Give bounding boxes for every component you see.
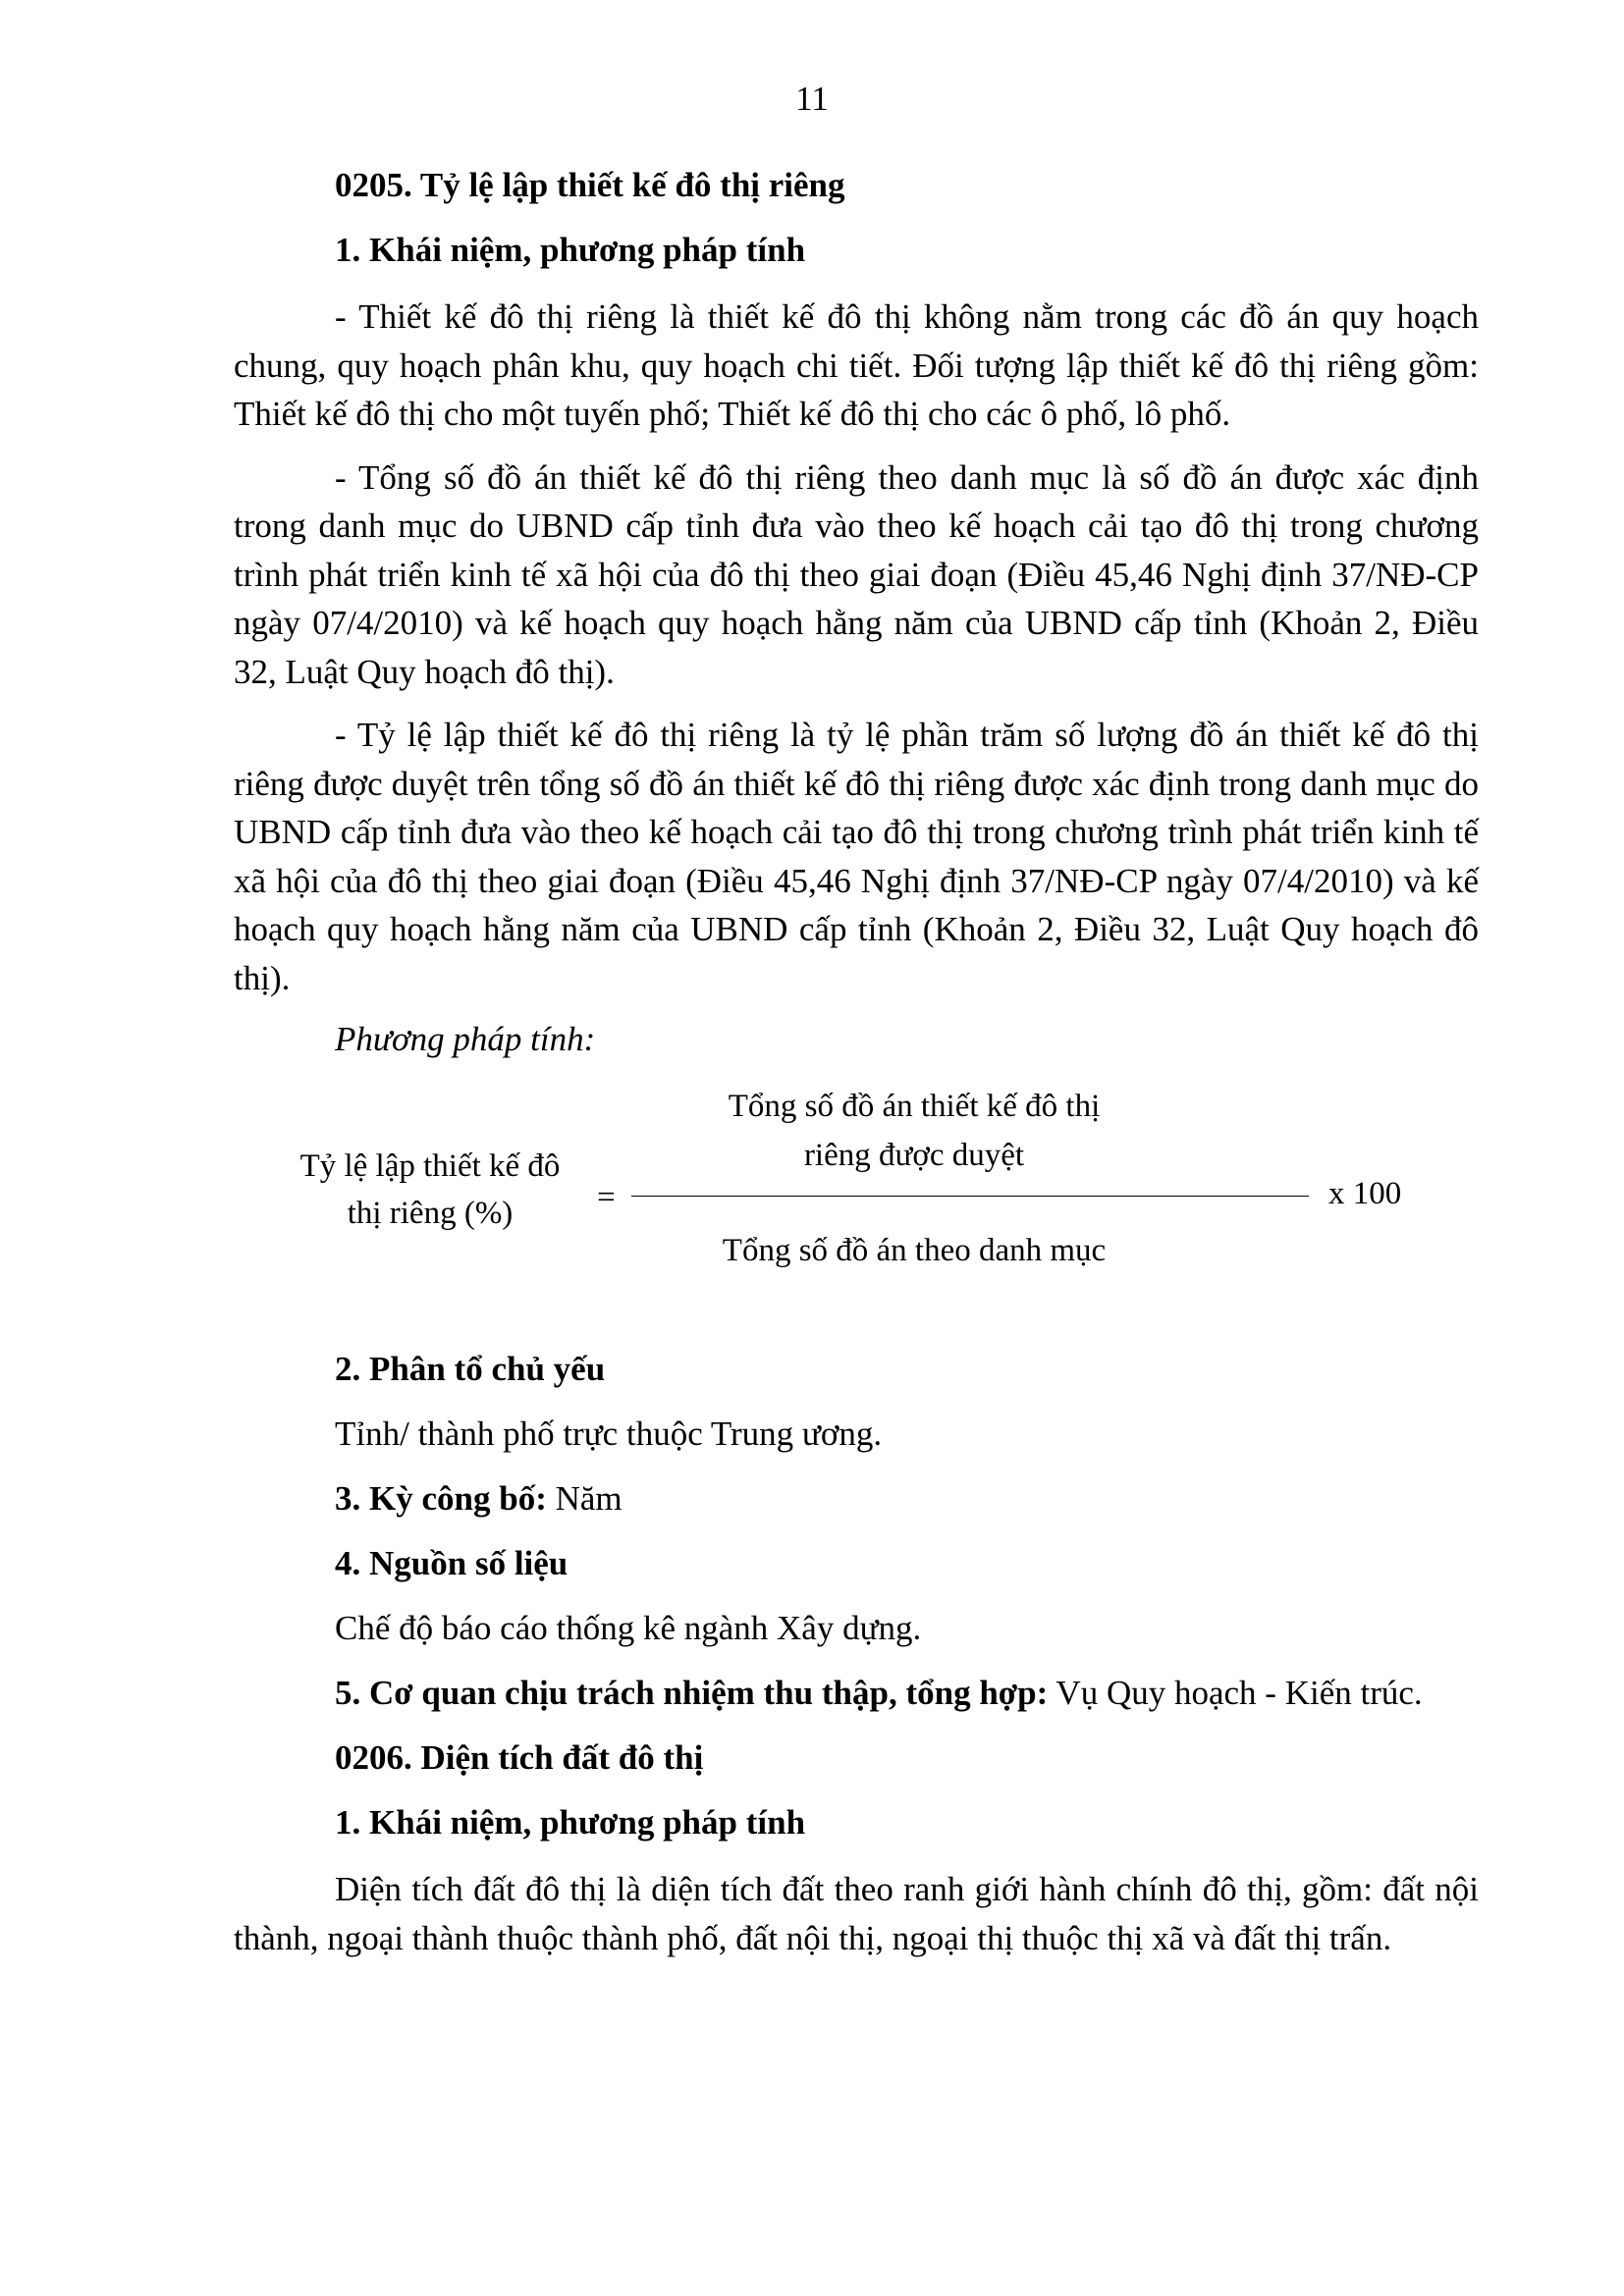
fraction-bar [631, 1196, 1309, 1197]
responsible-agency-value: Vụ Quy hoạch - Kiến trúc. [1048, 1674, 1423, 1712]
formula-lhs-line-1: Tỷ lệ lập thiết kế đô [299, 1148, 561, 1184]
responsible-agency-label: 5. Cơ quan chịu trách nhiệm thu thập, tổng hợp: [335, 1674, 1049, 1712]
section-0205-data-source-text: Chế độ báo cáo thống kê ngành Xây dựng. [335, 1609, 922, 1647]
formula-numerator [626, 1082, 1202, 1180]
formula-lhs [263, 1143, 597, 1237]
section-0205-responsible-agency [234, 1671, 1479, 1716]
formula-block [234, 1082, 1479, 1327]
section-0205-publication-period [234, 1476, 1479, 1522]
section-0205-paragraph-1: - Thiết kế đô thị riêng là thiết kế đô thị không nằm trong các đồ án quy hoạch chung, quy hoạch phân khu, quy hoạch chi tiết. Đối tượng lập thiết kế đô thị riêng gồm: Thiết kế đô thị cho một tuyến phố; Thiết kế đô thị cho các ô phố, lô phố. [234, 297, 1479, 433]
page-content [234, 163, 1479, 1977]
section-0205-concept-heading: 1. Khái niệm, phương pháp tính [335, 231, 806, 269]
section-0206-paragraph-1: Diện tích đất đô thị là diện tích đất theo ranh giới hành chính đô thị, gồm: đất nội thành, ngoại thành thuộc thành phố, đất nội thị, ngoại thị thuộc thị xã và đất thị trấn. [234, 1870, 1479, 1957]
formula-equals-sign: = [597, 1180, 616, 1215]
formula-multiplier: x 100 [1328, 1176, 1402, 1211]
section-0206-title: 0206. Diện tích đất đô thị [335, 1738, 704, 1777]
page-number: 11 [795, 80, 829, 118]
formula-numerator-line-1: Tổng số đồ án thiết kế đô thị [728, 1089, 1101, 1124]
section-0205-data-source-heading: 4. Nguồn số liệu [335, 1544, 568, 1582]
formula-numerator-line-2: riêng được duyệt [803, 1138, 1025, 1173]
section-0205-title: 0205. Tỷ lệ lập thiết kế đô thị riêng [335, 166, 845, 204]
section-0205-breakdown-heading: 2. Phân tổ chủ yếu [335, 1350, 606, 1388]
formula-denominator: Tổng số đồ án theo danh mục [722, 1233, 1107, 1268]
section-0205-paragraph-2: - Tổng số đồ án thiết kế đô thị riêng theo danh mục là số đồ án được xác định trong danh mục do UBND cấp tỉnh đưa vào theo kế hoạch cải tạo đô thị trong chương trình phát triển kinh tế xã hội của đô thị theo giai đoạn (Điều 45,46 Nghị định 37/NĐ-CP ngày 07/4/2010) và kế hoạch quy hoạch hằng năm của UBND cấp tỉnh (Khoản 2, Điều 32, Luật Quy hoạch đô thị). [234, 457, 1479, 691]
method-label: Phương pháp tính: [335, 1020, 596, 1058]
publication-period-label: 3. Kỳ công bố: [335, 1479, 547, 1518]
section-0205-paragraph-3: - Tỷ lệ lập thiết kế đô thị riêng là tỷ lệ phần trăm số lượng đồ án thiết kế đô thị riêng được duyệt trên tổng số đồ án thiết kế đô thị riêng được xác định trong danh mục do UBND cấp tỉnh đưa vào theo kế hoạch cải tạo đô thị trong chương trình phát triển kinh tế xã hội của đô thị theo giai đoạn (Điều 45,46 Nghị định 37/NĐ-CP ngày 07/4/2010) và kế hoạch quy hoạch hằng năm của UBND cấp tỉnh (Khoản 2, Điều 32, Luật Quy hoạch đô thị). [234, 716, 1479, 997]
section-0205-breakdown-text: Tỉnh/ thành phố trực thuộc Trung ương. [335, 1415, 883, 1453]
formula-lhs-line-2: thị riêng (%) [347, 1196, 514, 1231]
publication-period-value: Năm [546, 1479, 623, 1518]
section-0206-concept-heading: 1. Khái niệm, phương pháp tính [335, 1803, 806, 1842]
